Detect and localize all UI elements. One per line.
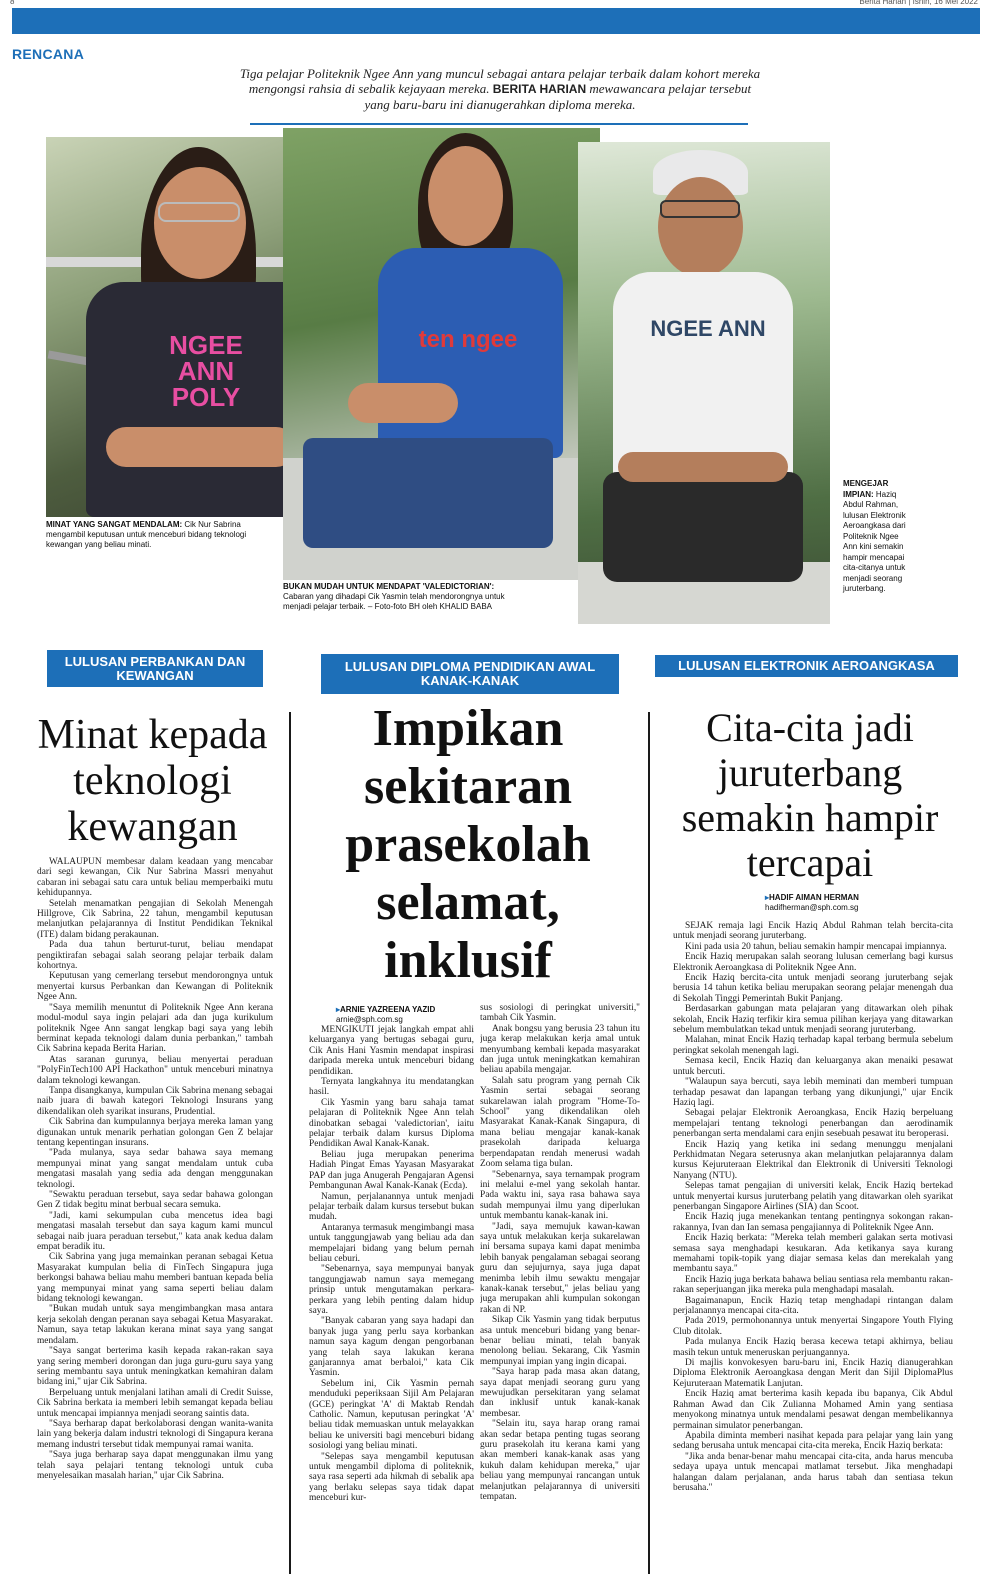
- paragraph: Apabila diminta memberi nasihat kepada para pelajar yang lain yang sedang berusaha untuk mencapai cita-cita mereka, Encik Haziq berkata:: [673, 1430, 953, 1452]
- caption-title: MENGEJAR IMPIAN:: [843, 479, 889, 499]
- page-header-line: [0, 0, 1000, 6]
- paragraph: Sebelum ini, Cik Yasmin pernah menduduki peperiksaan Sijil Am Pelajaran (GCE) peringkat 'A' di Maktab Rendah Catholic. Namun, keputusan peringkat 'A' beliau tidak memuaskan untuk melayakkan beliau ke universiti bagi menceburi bidang sosiologi yang beliau minati.: [309, 1378, 474, 1452]
- photo-yasmin: [283, 128, 600, 580]
- byline-name: ARNIE YAZREENA YAZID: [340, 1005, 436, 1014]
- paragraph: Namun, perjalanannya untuk menjadi pelajar terbaik dalam kursus tersebut bukan mudah.: [309, 1191, 474, 1223]
- paragraph: Cik Sabrina yang juga memainkan peranan sebagai Ketua Masyarakat kumpulan belia di FinTech Singapura juga berkongsi bahawa beliau mahu memberi bantuan kepada belia yang mempunyai minat yang sama seperti beliau dalam bidang teknologi kewangan.: [37, 1252, 273, 1305]
- paragraph: "Selain itu, saya harap orang ramai akan sedar betapa penting tugas seorang guru prasekolah itu kerana kami yang akan memberi kanak-kanak asas yang kukuh dalam kehidupan mereka," ujar beliau yang mempunyai rancangan untuk melanjutkan pelajarannya di universiti tempatan.: [480, 1419, 640, 1503]
- byline-arrow-icon: ▸: [765, 893, 770, 902]
- paragraph: "Saya memilih menuntut di Politeknik Ngee Ann kerana modul-modul saya ingin pelajari ada dan juga kurikulum politeknik Ngee Ann sangat lengkap bagi saya yang lebih berminat kepada teknologi dalam dunia perbankan," tambah Cik Sabrina kepada Berita Harian.: [37, 1002, 273, 1055]
- caption-sabrina: [46, 520, 261, 550]
- paragraph: Pada mulanya Encik Haziq berasa kecewa tetapi akhirnya, beliau masih tekun untuk meneruskan perjuangannya.: [673, 1337, 953, 1358]
- paragraph: Encik Haziq juga berkata bahawa beliau sentiasa rela membantu rakan-rakan seperjuangan jika mereka pula menghadapi masalah.: [673, 1274, 953, 1296]
- face: [658, 177, 743, 277]
- paragraph: Cik Sabrina dan kumpulannya berjaya mereka laman yang digunakan untuk menarik perhatian golongan Gen Z belajar tentang kepentingan insurans.: [37, 1117, 273, 1148]
- byline-yasmin-article: [336, 1005, 435, 1025]
- column-divider: [289, 712, 291, 1574]
- paragraph: MENGIKUTI jejak langkah empat ahli keluarganya yang bertugas sebagai guru, Cik Anis Hani Yasmin mendapat inspirasi daripada mereka untuk menceburi bidang pendidikan.: [309, 1025, 474, 1077]
- caption-yasmin: [283, 582, 513, 612]
- shirt-logo: NGEE ANN POLY: [169, 330, 243, 412]
- paragraph: "Saya harap pada masa akan datang, saya dapat menjadi seorang guru yang mewujudkan persekitaran yang selamat dan inklusif untuk kanak-kanak membesar.: [480, 1367, 640, 1419]
- shirt-logo: ten ngee: [418, 326, 518, 353]
- byline-email[interactable]: arnie@sph.com.sg: [336, 1015, 403, 1024]
- paragraph: "Jadi, kami sekumpulan cuba mencetus idea bagi mengatasi masalah tersebut dan saya kagum kami muncul sebagai naib juara peraduan tersebut," kata anak kedua dalam empat beradik itu.: [37, 1210, 273, 1253]
- paragraph: Bagaimanapun, Encik Haziq tetap menghadapi rintangan dalam perjalanannya mencapai cita-cita.: [673, 1295, 953, 1317]
- kicker-aerospace: LULUSAN ELEKTRONIK AEROANGKASA: [655, 655, 958, 677]
- paragraph: "Jadi, saya memujuk kawan-kawan saya untuk melakukan kerja sukarelawan ini bersama supaya kami dapat menimba lebih banyak pengalaman sebagai seorang guru dan sejujurnya, saya juga dapat menimba lebih ilmu sewaktu mengajar kanak-kanak tersebut," jelas beliau yang juga merupakan ahli kumpulan sokongan rakan di NP.: [480, 1221, 640, 1315]
- paragraph: Setelah menamatkan pengajian di Sekolah Menengah Hillgrove, Cik Sabrina, 22 tahun, mengambil keputusan melanjutkan pelajarannya di Institut Pendidikan Teknikal (ITE) dalam bidang perakaunan.: [37, 898, 273, 940]
- paragraph: Encik Haziq juga menekankan tentang pentingnya sokongan rakan-rakannya, Ivan dan Ian semasa pengajiannya di Politeknik Ngee Ann.: [673, 1212, 953, 1233]
- paragraph: Encik Haziq merupakan salah seorang lulusan cemerlang bagi kursus Elektronik Aeroangkasa di Politeknik Ngee Ann.: [673, 952, 953, 973]
- article-body-yasmin-col2: [480, 1003, 640, 1574]
- paragraph: Encik Haziq berkata: "Mereka telah memberi galakan serta motivasi semasa saya menghadapi kesukaran. Ada ketikanya saya kurang memahami topik-topik yang diajar semasa kelas dan merekalah yang membantu saya.": [673, 1233, 953, 1275]
- paragraph: sus sosiologi di peringkat universiti," tambah Cik Yasmin.: [480, 1003, 640, 1024]
- paragraph: Pada dua tahun berturut-turut, beliau mendapat pengiktirafan sebagai salah seorang pelajar terbaik dalam kohortnya.: [37, 940, 273, 972]
- byline-arrow-icon: ▸: [336, 1005, 341, 1014]
- paragraph: Sikap Cik Yasmin yang tidak berputus asa untuk menceburi bidang yang benar-benar beliau minati, telah banyak menolong beliau. Sekarang, Cik Yasmin mempunyai impian yang ingin dicapai.: [480, 1315, 640, 1367]
- intro-brand: BERITA HARIAN: [492, 82, 587, 96]
- caption-text: Cabaran yang dihadapi Cik Yasmin telah mendorongnya untuk menjadi pelajar terbaik. – Foto-foto BH oleh KHALID BABA: [283, 592, 505, 611]
- paragraph: Pada 2019, permohonannya untuk menyertai Singapore Youth Flying Club ditolak.: [673, 1316, 953, 1337]
- paragraph: "Sewaktu peraduan tersebut, saya sedar bahawa golongan Gen Z tidak begitu minat berbual secara semuka.: [37, 1190, 273, 1211]
- caption-haziq: [843, 479, 913, 595]
- paragraph: Encik Haziq yang ketika ini sedang menunggu menjalani Perkhidmatan Negara seterusnya akan melanjutkan pelajarannya dalam kursus Kejuruteraan Elektrikal dan Elektronik di Universiti Teknologi Nanyang (NTU).: [673, 1139, 953, 1181]
- intro-standfirst: [235, 66, 765, 112]
- intro-text-1: Tiga pelajar Politeknik Ngee Ann yang muncul sebagai antara pelajar terbaik dalam kohort mereka mengongsi rahsia di sebalik kejayaan mereka.: [239, 66, 761, 96]
- kicker-banking: LULUSAN PERBANKAN DAN KEWANGAN: [47, 650, 263, 687]
- paragraph: Sebagai pelajar Elektronik Aeroangkasa, Encik Haziq berpeluang mempelajari tentang teknologi penerbangan dan aerodinamik penerbangan serta mendalami cara enjin sesebuah pesawat itu beroperasi.: [673, 1108, 953, 1140]
- byline-haziq-article: [765, 893, 859, 913]
- paragraph: WALAUPUN membesar dalam keadaan yang mencabar dari segi kewangan, Cik Nur Sabrina Massri menyahut cabaran ini sebagai satu cara untuk beliau memperbaiki mutu kehidupannya.: [37, 857, 273, 899]
- paragraph: Ternyata langkahnya itu mendatangkan hasil.: [309, 1077, 474, 1098]
- paragraph: Anak bongsu yang berusia 23 tahun itu juga kerap melakukan kerja amal untuk menyumbang kembali kepada masyarakat dan juga untuk meningkatkan kemahiran beliau apabila mengajar.: [480, 1023, 640, 1076]
- article-body-sabrina: [37, 857, 273, 1574]
- paragraph: "Sebenarnya, saya ternampak program ini melalui e-mel yang sekolah hantar. Pada waktu ini, saya rasa bahawa saya sudah mempunyai ilmu yang diperlukan untuk membantu kanak-kanak ini.: [480, 1169, 640, 1222]
- paragraph: "Selepas saya mengambil keputusan untuk mengambil diploma di politeknik, saya rasa seperti ada hikmah di sebalik apa yang berlaku selepas saya tidak dapat menceburi kur-: [309, 1451, 474, 1504]
- headline-haziq: Cita-cita jadi juruterbang semakin hampir tercapai: [681, 705, 939, 885]
- arms: [106, 427, 296, 467]
- jeans: [303, 438, 553, 548]
- shirt: [378, 248, 563, 458]
- article-body-yasmin-col1: [309, 1025, 474, 1574]
- face: [428, 146, 503, 246]
- paragraph: Keputusan yang cemerlang tersebut mendorongnya untuk menyertai kursus Perbankan dan Kewangan di Politeknik Ngee Ann.: [37, 971, 273, 1003]
- hands: [348, 383, 458, 423]
- publication-date: Berita Harian | Isnin, 16 Mei 2022: [859, 0, 978, 6]
- glasses: [660, 200, 740, 218]
- caption-text: Cik Nur Sabrina mengambil keputusan untuk menceburi bidang teknologi kewangan yang beliau minati.: [46, 520, 247, 549]
- glasses: [158, 202, 240, 222]
- section-label: RENCANA: [12, 46, 85, 62]
- paragraph: "Saya berharap dapat berkolaborasi dengan wanita-wanita lain yang bekerja dalam industri teknologi di Singapura kerana memang industri tersebut tidak mempunyai ramai wanita.: [37, 1418, 273, 1450]
- paragraph: Cik Yasmin yang baru sahaja tamat pelajaran di Politeknik Ngee Ann telah dinobatkan sebagai 'valedictorian', iaitu pelajar terbaik dalam kursus Diploma Pendidikan Awal Kanak-Kanak.: [309, 1097, 474, 1150]
- paragraph: Kini pada usia 20 tahun, beliau semakin hampir mencapai impiannya.: [685, 941, 947, 952]
- paragraph: Malahan, minat Encik Haziq terhadap kapal terbang bermula sebelum peringkat sekolah menengah lagi.: [673, 1035, 953, 1056]
- intro-text-2: mewawancara pelajar tersebut yang baru-baru ini dianugerahkan diploma mereka.: [364, 81, 752, 112]
- column-divider: [648, 712, 650, 1574]
- paragraph: Di majlis konvokesyen baru-baru ini, Encik Haziq dianugerahkan Diploma Elektronik Aeroangkasa dengan Merit dan Sijil DiplomaPlus Kejuruteraan Matematik Lanjutan.: [673, 1358, 953, 1389]
- caption-text: Haziq Abdul Rahman, lulusan Elektronik Aeroangkasa dari Politeknik Ngee Ann kini semakin hampir mencapai cita-citanya untuk menjadi seorang juruterbang.: [843, 489, 906, 593]
- masthead-bar: [12, 8, 980, 34]
- hands: [618, 452, 788, 482]
- paragraph: SEJAK remaja lagi Encik Haziq Abdul Rahman telah bercita-cita untuk menjadi seorang juruterbang.: [673, 921, 953, 942]
- paragraph: "Saya sangat berterima kasih kepada rakan-rakan saya yang sering memberi dorongan dan juga guru-guru saya yang sering membantu saya untuk meningkatkan kemahiran dalam bidang ini," ujar Cik Sabrina.: [37, 1346, 273, 1388]
- paragraph: Berdasarkan gabungan mata pelajaran yang ditawarkan oleh pihak sekolah, Encik Haziq terfikir kira semua pilihan kerjaya yang ditawarkan sebelum membulatkan tekad untuk menjadi seorang juruterbang.: [673, 1004, 953, 1036]
- headline-sabrina: Minat kepada teknologi kewangan: [37, 712, 268, 850]
- headline-yasmin: Impikan sekitaran prasekolah selamat, inklusif: [345, 700, 591, 989]
- paragraph: "Walaupun saya bercuti, saya lebih meminati dan memberi tumpuan terhadap pesawat dan lapangan terbang yang dikunjungi," ujar Encik Haziq lagi.: [673, 1077, 953, 1108]
- byline-name: HADIF AIMAN HERMAN: [769, 893, 859, 902]
- paragraph: "Pada mulanya, saya sedar bahawa saya memang mempunyai minat yang sangat mendalam untuk cuba mengatasi masalah yang sedia ada dengan menggunakan teknologi.: [37, 1148, 273, 1190]
- paragraph: Antaranya termasuk mengimbangi masa untuk tanggungjawab yang beliau ada dan mempelajari bidang yang belum pernah beliau ceburi.: [309, 1222, 474, 1264]
- face: [154, 167, 246, 279]
- pants: [603, 472, 803, 582]
- article-body-haziq: [673, 921, 953, 1574]
- paragraph: Selepas tamat pengajian di universiti kelak, Encik Haziq bertekad untuk menyertai kursus juruterbang pelatih yang ditawarkan oleh syarikat penerbangan Singapore Airlines (SIA) dan Scoot.: [673, 1181, 953, 1212]
- paragraph: Berpeluang untuk menjalani latihan amali di Credit Suisse, Cik Sabrina berkata ia memberi lebih semangat kepada beliau untuk mencapai impiannya menjadi seorang saintis data.: [37, 1387, 273, 1419]
- paragraph: "Saya juga berharap saya dapat menggunakan ilmu yang telah saya pelajari tentang teknologi untuk cuba menyelesaikan masalah harian," ujar Cik Sabrina.: [37, 1450, 273, 1481]
- paragraph: Semasa kecil, Encik Haziq dan keluarganya akan menaiki pesawat untuk bercuti.: [673, 1056, 953, 1077]
- paragraph: Salah satu program yang pernah Cik Yasmin sertai sebagai seorang sukarelawan ialah program "Home-To-School" yang dikendalikan oleh Masyarakat Kanak-Kanak Singapura, di mana beliau mengajar kanak-kanak prasekolah daripada keluarga berpendapatan rendah menerusi wadah Zoom selama tiga bulan.: [480, 1075, 640, 1170]
- paragraph: Encik Haziq amat berterima kasih kepada ibu bapanya, Cik Abdul Rahman Awad dan Cik Zulianna Mohamed Amin yang sentiasa menyokong minatnya untuk mendalami pesawat dengan membelikannya permainan simulator penerbangan.: [673, 1389, 953, 1431]
- paragraph: Atas saranan gurunya, beliau menyertai peraduan "PolyFinTech100 API Hackathon" untuk menceburi minatnya dalam teknologi kewangan.: [37, 1054, 273, 1086]
- page-number: 8: [10, 0, 15, 6]
- paragraph: "Bukan mudah untuk saya mengimbangkan masa antara kerja sekolah dengan peranan saya sebagai Ketua Masyarakat. Namun, saya tetap lakukan kerana minat saya yang sangat mendalam.: [37, 1304, 273, 1346]
- byline-email[interactable]: hadifherman@sph.com.sg: [765, 903, 859, 912]
- shirt-logo: NGEE ANN: [650, 316, 766, 341]
- paragraph: "Jika anda benar-benar mahu mencapai cita-cita, anda harus mencuba sedaya upaya untuk mencapai matlamat tersebut. Jika menghadapi halangan dalam perjalanan, anda harus tabah dan sentiasa tekun berusaha.": [673, 1451, 953, 1493]
- paragraph: Encik Haziq bercita-cita untuk menjadi seorang juruterbang sejak berusia 14 tahun ketika beliau merupakan seorang pelajar menengah dua di Sekolah Tinggi Pemerintah Bukit Panjang.: [673, 973, 953, 1004]
- paragraph: Tanpa disangkanya, kumpulan Cik Sabrina menang sebagai naib juara di bawah kategori Teknologi Insurans yang dikendalikan oleh syarikat insurans, Prudential.: [37, 1085, 273, 1117]
- photo-haziq: [578, 142, 830, 624]
- caption-title: MINAT YANG SANGAT MENDALAM:: [46, 520, 183, 529]
- paragraph: Beliau juga merupakan penerima Hadiah Pingat Emas Yayasan Masyarakat PAP dan juga Anugerah Pengajaran Agensi Pembangunan Awal Kanak-Kanak (Ecda).: [309, 1149, 474, 1192]
- kicker-early-childhood: LULUSAN DIPLOMA PENDIDIKAN AWAL KANAK-KANAK: [321, 654, 619, 694]
- intro-rule: [250, 123, 748, 125]
- caption-title: BUKAN MUDAH UNTUK MENDAPAT 'VALEDICTORIAN':: [283, 582, 495, 591]
- paragraph: "Banyak cabaran yang saya hadapi dan banyak juga yang perlu saya korbankan namun saya kagum dengan pengorbanan yang telah saya lakukan kerana ganjarannya amat berbaloi," kata Cik Yasmin.: [309, 1316, 474, 1379]
- paragraph: "Sebenarnya, saya mempunyai banyak tanggungjawab namun saya memegang prinsip untuk mengutamakan perkara-perkara yang lebih penting dalam hidup saya.: [309, 1264, 474, 1316]
